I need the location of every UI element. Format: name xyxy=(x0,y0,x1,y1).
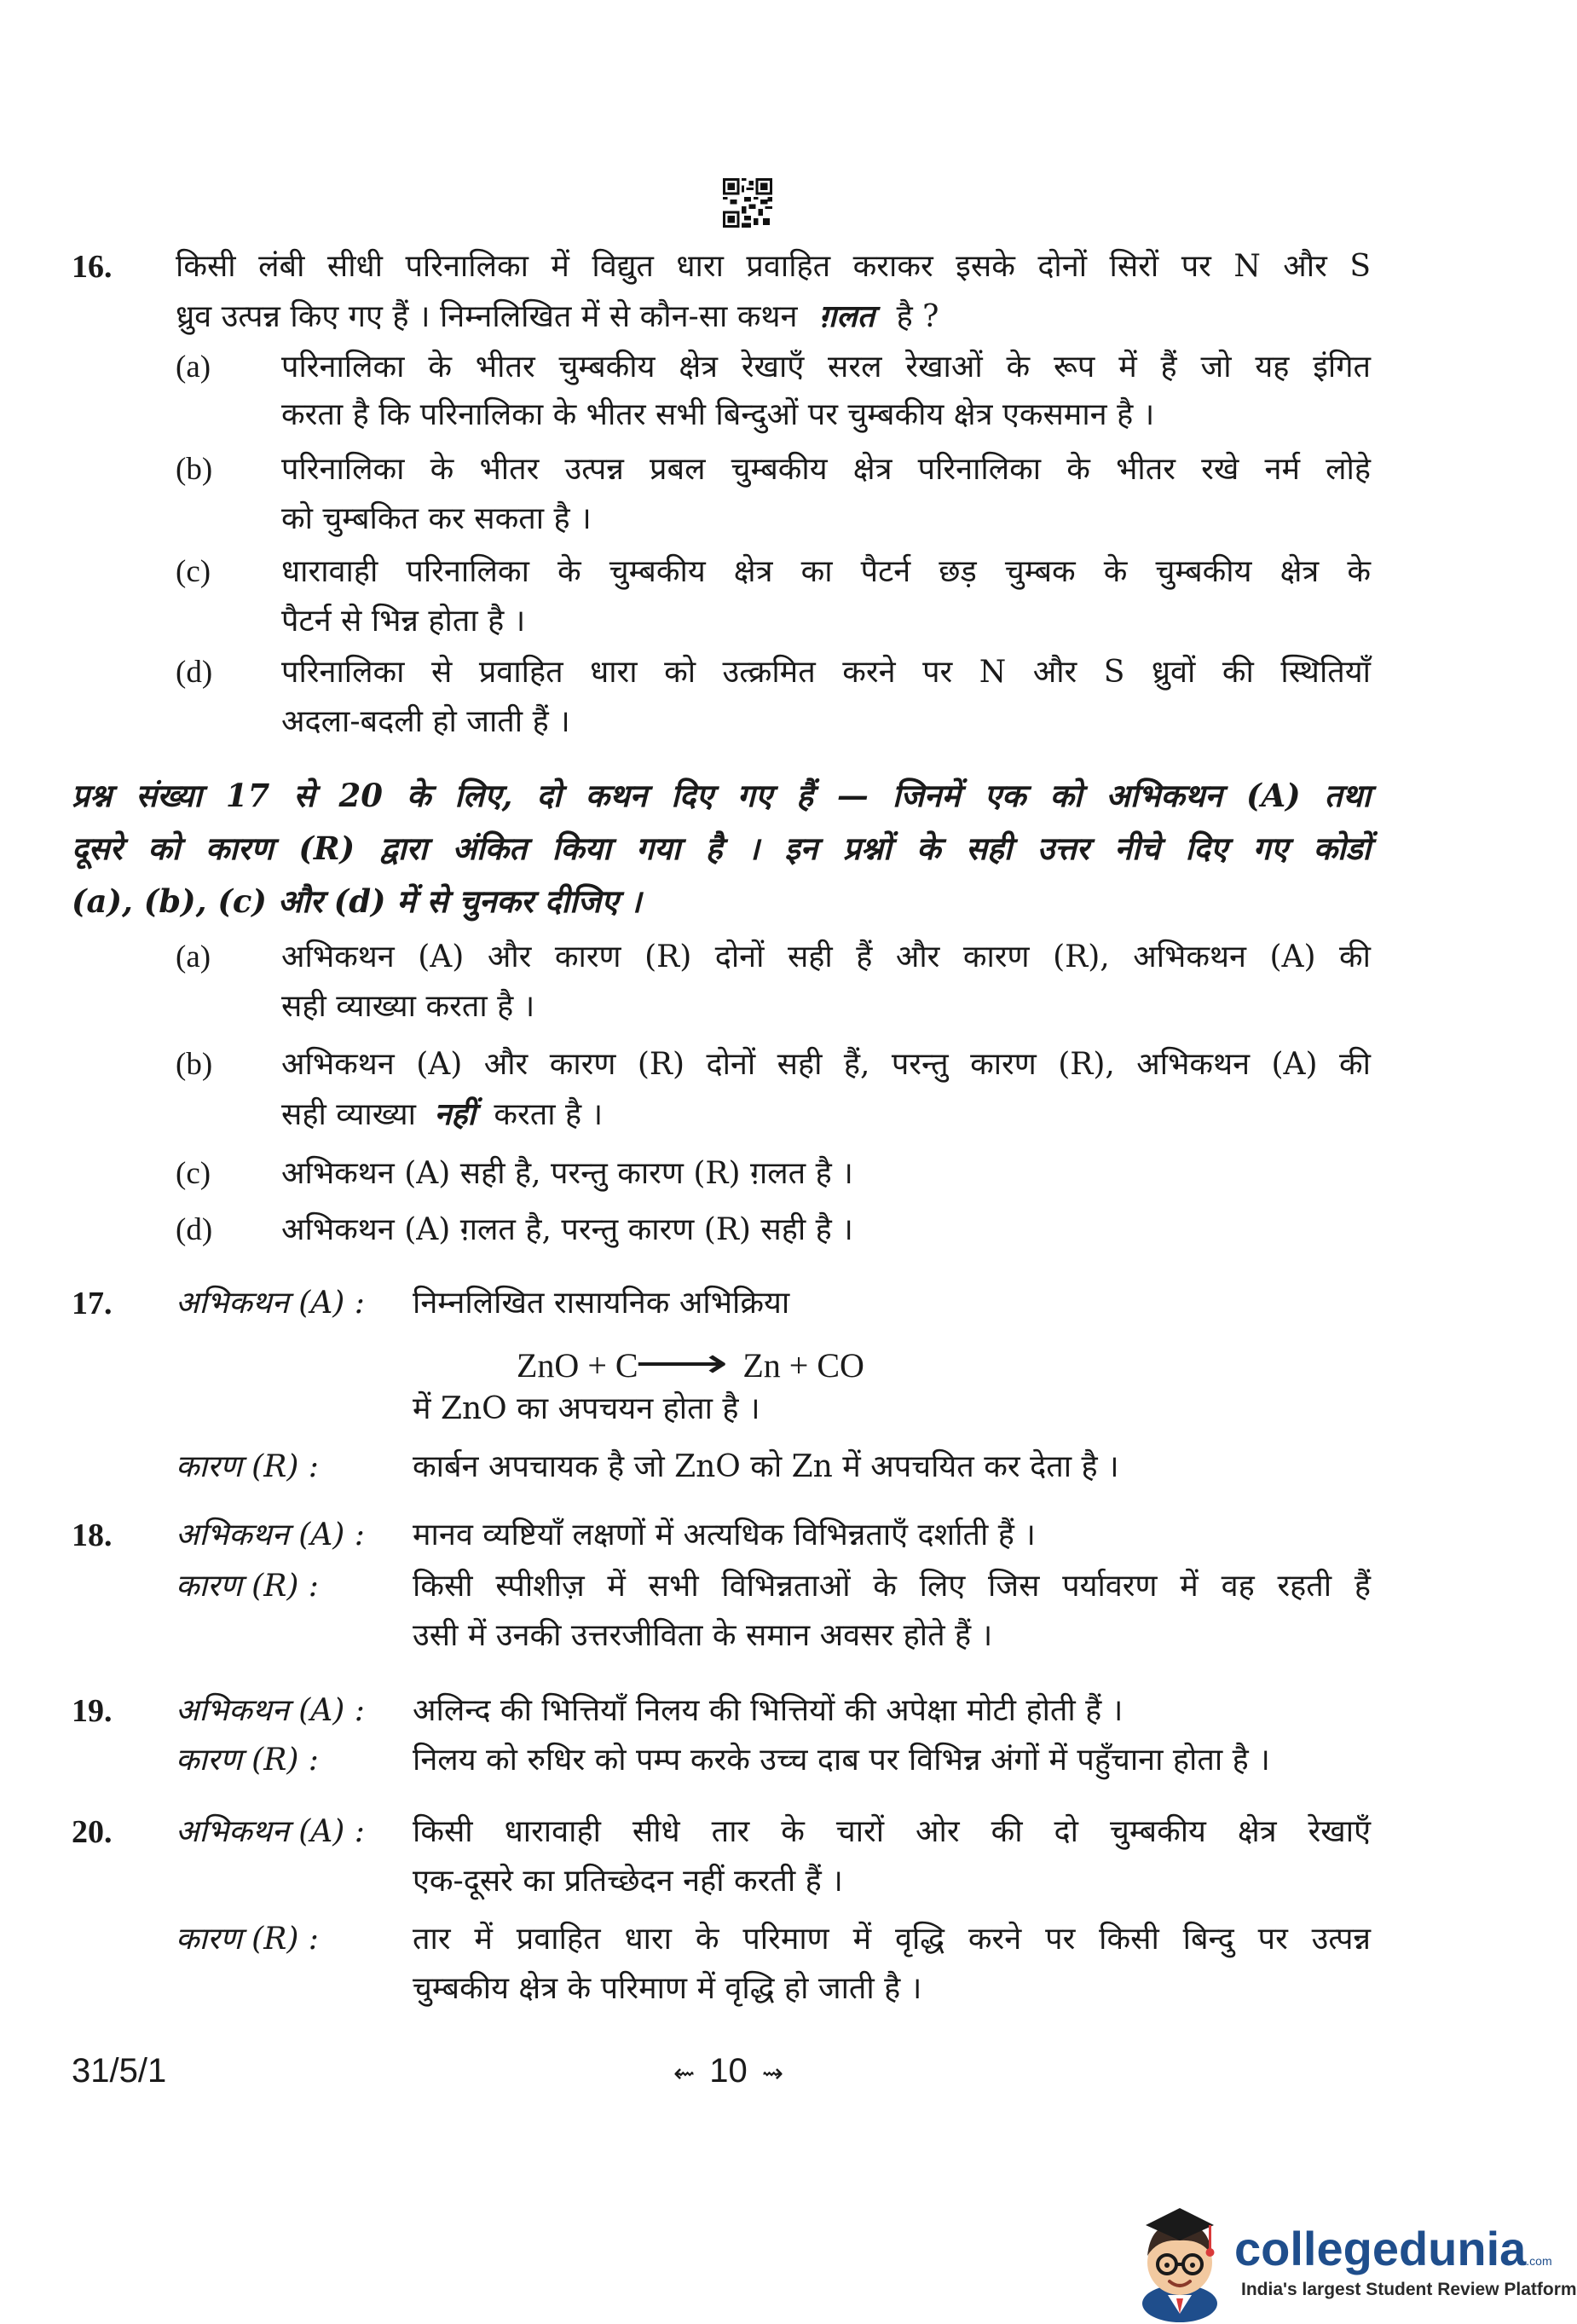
ar-instruction-line-3: (a), (b), (c) और (d) में से चुनकर दीजिए । xyxy=(72,882,642,920)
q16-option-a-line-2: करता है कि परिनालिका के भीतर सभी बिन्दुओं पर चुम्बकीय क्षेत्र एकसमान है । xyxy=(281,397,1155,432)
ar-option-label-a: (a) xyxy=(176,939,211,974)
q16-option-label-a: (a) xyxy=(176,350,211,384)
q16-option-label-d: (d) xyxy=(176,655,213,690)
q19-reason-line-1: निलय को रुधिर को पम्प करके उच्च दाब पर विभिन्न अंगों में पहुँचाना होता है । xyxy=(413,1743,1270,1778)
question-number-16: 16. xyxy=(72,249,113,285)
q16-option-d-line-2: अदला-बदली हो जाती हैं । xyxy=(281,704,570,739)
brand-name: collegedunia xyxy=(1234,2222,1527,2275)
q16-option-a-line-1: परिनालिका के भीतर चुम्बकीय क्षेत्र रेखाएँ सरल रेखाओं के रूप में हैं जो यह इंगित xyxy=(281,350,1371,384)
brand-com: .com xyxy=(1526,2254,1552,2268)
page-number-decor-right: ⇝ xyxy=(761,2060,784,2088)
q16-option-b-line-1: परिनालिका के भीतर उत्पन्न प्रबल चुम्बकीय क्षेत्र परिनालिका के भीतर रखे नर्म लोहे xyxy=(281,452,1371,487)
equation-products: Zn + CO xyxy=(742,1346,864,1385)
question-number-18: 18. xyxy=(72,1518,113,1553)
q19-assertion-line-1: अलिन्द की भित्तियाँ निलय की भित्तियों की अपेक्षा मोटी होती हैं । xyxy=(413,1693,1124,1728)
ar-option-a-line-1: अभिकथन (A) और कारण (R) दोनों सही हैं और कारण (R), अभिकथन (A) की xyxy=(281,939,1371,974)
q16-option-label-c: (c) xyxy=(176,554,211,589)
question-number-20: 20. xyxy=(72,1814,113,1850)
question-16-stem-end: है ? xyxy=(896,299,939,334)
qr-code-icon xyxy=(723,177,772,228)
question-16-stem-text: ध्रुव उत्पन्न किए गए हैं । निम्नलिखित में से कौन-सा कथन xyxy=(176,299,798,334)
q20-assertion-line-2: एक-दूसरे का प्रतिच्छेदन नहीं करती हैं । xyxy=(413,1864,843,1899)
q17-assertion-line-2: में ZnO का अपचयन होता है । xyxy=(413,1391,760,1426)
q16-option-c-line-2: पैटर्न से भिन्न होता है । xyxy=(281,604,526,639)
q20-assertion-label: अभिकथन (A) : xyxy=(176,1814,365,1849)
q18-reason-line-2: उसी में उनकी उत्तरजीविता के समान अवसर होते हैं । xyxy=(413,1618,993,1653)
q17-chemical-equation xyxy=(517,1340,864,1390)
ar-option-b-text: सही व्याख्या xyxy=(281,1097,416,1132)
q20-reason-line-1: तार में प्रवाहित धारा के परिमाण में वृद्धि करने पर किसी बिन्दु पर उत्पन्न xyxy=(413,1922,1371,1957)
question-number-17: 17. xyxy=(72,1286,113,1321)
q17-reason-line-1: कार्बन अपचायक है जो ZnO को Zn में अपचयित कर देता है । xyxy=(413,1449,1119,1484)
q20-reason-line-2: चुम्बकीय क्षेत्र के परिमाण में वृद्धि हो जाती है । xyxy=(413,1971,922,2006)
q20-assertion-line-1: किसी धारावाही सीधे तार के चारों ओर की दो चुम्बकीय क्षेत्र रेखाएँ xyxy=(413,1814,1371,1849)
q16-option-c-line-1: धारावाही परिनालिका के चुम्बकीय क्षेत्र का पैटर्न छड़ चुम्बक के चुम्बकीय क्षेत्र के xyxy=(281,554,1371,589)
q16-option-b-line-2: को चुम्बकित कर सकता है । xyxy=(281,501,592,536)
question-16-stem-line-1: किसी लंबी सीधी परिनालिका में विद्युत धारा प्रवाहित कराकर इसके दोनों सिरों पर N और S xyxy=(176,249,1371,284)
ar-option-c-line-1: अभिकथन (A) सही है, परन्तु कारण (R) ग़लत है । xyxy=(281,1156,853,1191)
q16-option-label-b: (b) xyxy=(176,452,213,487)
ar-instruction-line-1: प्रश्न संख्या 17 से 20 के लिए, दो कथन दिए गए हैं — जिनमें एक को अभिकथन (A) तथा xyxy=(72,777,1371,814)
q18-assertion-line-1: मानव व्यष्टियाँ लक्षणों में अत्यधिक विभिन्नताएँ दर्शाती हैं । xyxy=(413,1518,1036,1552)
ar-option-label-d: (d) xyxy=(176,1212,213,1247)
q17-assertion-line-1: निम्नलिखित रासायनिक अभिक्रिया xyxy=(413,1286,790,1321)
q19-reason-label: कारण (R) : xyxy=(176,1743,319,1778)
ar-option-b-line-2 xyxy=(281,1090,603,1140)
reaction-arrow-icon: ⟶ xyxy=(633,1341,729,1386)
q18-reason-label: कारण (R) : xyxy=(176,1569,319,1604)
question-16-stem-line-2 xyxy=(176,292,939,342)
collegedunia-mascot-logo xyxy=(1130,2200,1231,2319)
ar-option-label-b: (b) xyxy=(176,1047,213,1082)
q18-reason-line-1: किसी स्पीशीज़ में सभी विभिन्नताओं के लिए जिस पर्यावरण में वह रहती हैं xyxy=(413,1569,1371,1604)
ar-option-b-emphasis-not: नहीं xyxy=(434,1096,476,1132)
page-number-decor-left: ⇜ xyxy=(673,2060,696,2088)
ar-option-a-line-2: सही व्याख्या करता है । xyxy=(281,989,535,1024)
ar-option-b-line-1: अभिकथन (A) और कारण (R) दोनों सही हैं, परन्तु कारण (R), अभिकथन (A) की xyxy=(281,1047,1371,1082)
q17-assertion-label: अभिकथन (A) : xyxy=(176,1286,365,1321)
ar-option-label-c: (c) xyxy=(176,1156,211,1191)
ar-option-d-line-1: अभिकथन (A) ग़लत है, परन्तु कारण (R) सही है । xyxy=(281,1212,853,1247)
brand-tagline: India's largest Student Review Platform xyxy=(1241,2280,1577,2299)
q18-assertion-label: अभिकथन (A) : xyxy=(176,1518,365,1552)
q20-reason-label: कारण (R) : xyxy=(176,1922,319,1957)
paper-code: 31/5/1 xyxy=(72,2052,167,2090)
q19-assertion-label: अभिकथन (A) : xyxy=(176,1693,365,1728)
q16-option-d-line-1: परिनालिका से प्रवाहित धारा को उत्क्रमित करने पर N और S ध्रुवों की स्थितियाँ xyxy=(281,655,1371,690)
ar-instruction-line-2: दूसरे को कारण (R) द्वारा अंकित किया गया है । इन प्रश्नों के सही उत्तर नीचे दिए गए कोडों xyxy=(72,830,1371,867)
question-16-emphasis-wrong: ग़लत xyxy=(818,298,875,334)
question-number-19: 19. xyxy=(72,1693,113,1729)
page-number xyxy=(673,2049,783,2096)
ar-option-b-text-end: करता है । xyxy=(494,1097,604,1132)
q17-reason-label: कारण (R) : xyxy=(176,1449,319,1484)
page-number-value: 10 xyxy=(709,2052,748,2090)
equation-reactants: ZnO + C xyxy=(517,1346,638,1385)
